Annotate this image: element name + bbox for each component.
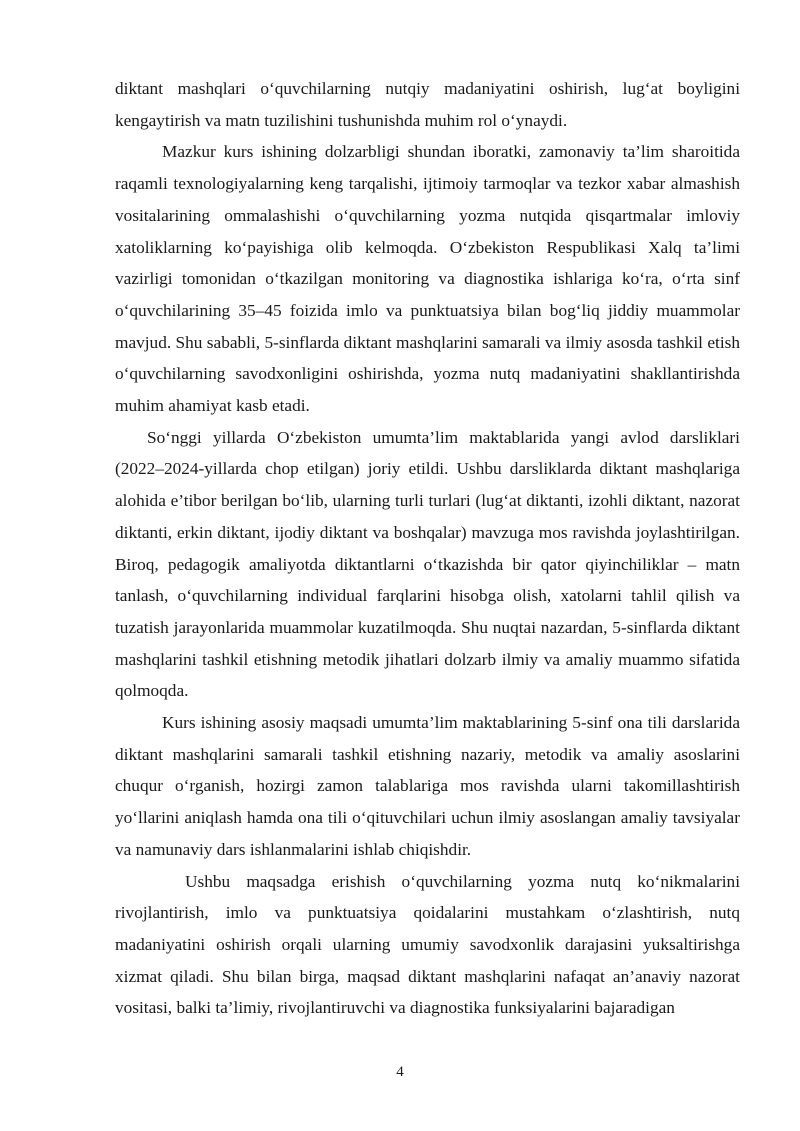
paragraph-textbooks: So‘nggi yillarda O‘zbekiston umumta’lim maktablarida yangi avlod darsliklari (2022–2024-yillarda chop etilgan) joriy etildi. Ushbu darsliklarda diktant mashqlariga alohida e’tibor berilgan bo‘lib, ularning turli turlari (lug‘at diktanti, izohli diktant, nazorat diktanti, erkin diktant, ijodiy diktant va boshqalar) mavzuga mos ravishda joylashtirilgan. Biroq, pedagogik amaliyotda diktantlarni o‘tkazishda bir qator qiyinchiliklar – matn tanlash, o‘quvchilarning individual farqlarini hisobga olish, xatolarni tahlil qilish va tuzatish jarayonlarida muammolar kuzatilmoqda. Shu nuqtai nazardan, 5-sinflarda diktant mashqlarini tashkil etishning metodik jihatlari dolzarb ilmiy va amaliy muammo sifatida qolmoqda. xyxy=(115,427,740,701)
paragraph-achievement: Ushbu maqsadga erishish o‘quvchilarning yozma nutq ko‘nikmalarini rivojlantirish, imlo va punktuatsiya qoidalarini mustahkam o‘zlashtirish, nutq madaniyatini oshirish orqali ularning umumiy savodxonlik darajasini yuksaltirishga xizmat qiladi. Shu bilan birga, maqsad diktant mashqlarini nafaqat an’anaviy nazorat vositasi, balki ta’limiy, rivojlantiruvchi va diagnostika funksiyalarini bajaradigan xyxy=(115,871,740,1018)
page-body xyxy=(115,73,740,1024)
paragraph-goal: Kurs ishining asosiy maqsadi umumta’lim maktablarining 5-sinf ona tili darslarida diktant mashqlarini samarali tashkil etishning nazariy, metodik va amaliy asoslarini chuqur o‘rganish, hozirgi zamon talablariga mos ravishda ularni takomillashtirish yo‘llarini aniqlash hamda ona tili o‘qituvchilari uchun ilmiy asoslangan amaliy tavsiyalar va namunaviy dars ishlanmalarini ishlab chiqishdir. xyxy=(115,713,740,859)
page-number: 4 xyxy=(396,1064,404,1080)
paragraph-continuation: diktant mashqlari o‘quvchilarning nutqiy madaniyatini oshirish, lug‘at boyligini kengaytirish va matn tuzilishini tushunishda muhim rol o‘ynaydi. xyxy=(115,79,740,130)
paragraph-relevance: Mazkur kurs ishining dolzarbligi shundan iboratki, zamonaviy ta’lim sharoitida raqamli texnologiyalarning keng tarqalishi, ijtimoiy tarmoqlar va tezkor xabar almashish vositalarining ommalashishi o‘quvchilarning yozma nutqida qisqartmalar imloviy xatoliklarning ko‘payishiga olib kelmoqda. O‘zbekiston Respublikasi Xalq ta’limi vazirligi tomonidan o‘tkazilgan monitoring va diagnostika ishlariga ko‘ra, o‘rta sinf o‘quvchilarining 35–45 foizida imlo va punktuatsiya bilan bog‘liq jiddiy muammolar mavjud. Shu sababli, 5-sinflarda diktant mashqlarini samarali va ilmiy asosda tashkil etish o‘quvchilarning savodxonligini oshirishda, yozma nutq madaniyatini shakllantirishda muhim ahamiyat kasb etadi. xyxy=(115,142,740,416)
